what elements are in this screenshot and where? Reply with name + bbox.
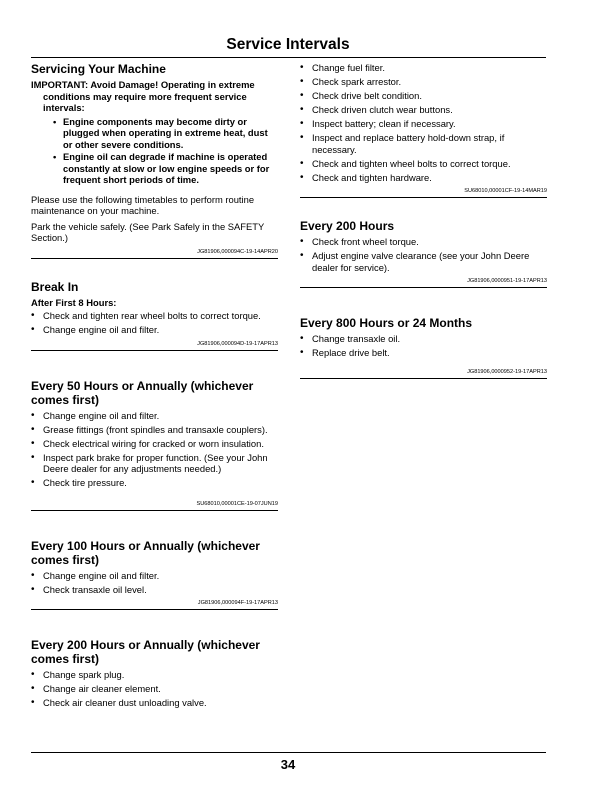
every-100-hours-list <box>31 570 278 596</box>
list-item: • Check transaxle oil level. <box>31 584 278 596</box>
reference-id: JG81906,000094C-19-14APR20 <box>31 249 278 259</box>
section-title-every-200-hours: Every 200 Hours <box>300 219 395 233</box>
reference-id: JG81906,0000952-19-17APR13 <box>300 369 547 379</box>
important-list <box>31 116 278 186</box>
list-item: • Check spark arrestor. <box>300 76 547 88</box>
section-every-50-hours <box>31 379 278 511</box>
section-break-in <box>31 280 278 351</box>
section-continued <box>300 62 547 198</box>
reference-id: SU68010,00001CF-19-14MAR19 <box>300 188 547 198</box>
list-item: • Change engine oil and filter. <box>31 570 278 582</box>
page-title: Service Intervals <box>226 36 350 53</box>
list-item: • Check drive belt condition. <box>300 90 547 102</box>
reference-id: JG81906,000094D-19-17APR13 <box>31 341 278 351</box>
list-item: • Check and tighten rear wheel bolts to correct torque. <box>31 310 278 322</box>
important-item: • Engine oil can degrade if machine is operated constantly at slow or low engine speeds or for frequent short periods of time. <box>53 151 278 186</box>
reference-id: JG81906,0000951-19-17APR13 <box>300 278 547 288</box>
every-800-hours-list <box>300 333 547 359</box>
important-item: • Engine components may become dirty or plugged when operating in extreme heat, dust or other severe conditions. <box>53 116 278 151</box>
list-item: • Grease fittings (front spindles and transaxle couplers). <box>31 424 278 436</box>
list-item: • Change fuel filter. <box>300 62 547 74</box>
section-title-every-800-hours: Every 800 Hours or 24 Months <box>300 316 473 330</box>
every-200-hours-annually-list <box>31 669 278 709</box>
section-every-100-hours <box>31 539 278 611</box>
list-item: • Check tire pressure. <box>31 477 278 489</box>
paragraph-park-safely: Park the vehicle safely. (See Park Safely in the SAFETY Section.) <box>31 220 265 243</box>
list-item: • Change transaxle oil. <box>300 333 547 345</box>
section-title-servicing: Servicing Your Machine <box>31 62 166 76</box>
list-item: • Replace drive belt. <box>300 347 547 359</box>
section-title-break-in: Break In <box>31 279 79 294</box>
list-item: • Change engine oil and filter. <box>31 324 278 336</box>
section-title-every-200-hours-annually: Every 200 Hours or Annually (whichever comes first) <box>31 638 260 666</box>
list-item: • Inspect park brake for proper function. (See your John Deere dealer for any adjustments needed.) <box>31 452 278 475</box>
list-item: • Inspect and replace battery hold-down strap, if necessary. <box>300 132 547 155</box>
break-in-subtitle: After First 8 Hours: <box>31 296 117 308</box>
every-50-hours-list <box>31 410 278 489</box>
continued-list <box>300 62 547 183</box>
paragraph-timetables: Please use the following timetables to perform routine maintenance on your machine. <box>31 193 255 216</box>
list-item: • Change spark plug. <box>31 669 278 681</box>
list-item: • Change air cleaner element. <box>31 683 278 695</box>
section-title-every-50-hours: Every 50 Hours or Annually (whichever comes first) <box>31 378 254 407</box>
reference-id: SU68010,00001CE-19-07JUN19 <box>31 501 278 511</box>
footer-rule <box>31 752 546 753</box>
break-in-list <box>31 310 278 336</box>
list-item: • Check front wheel torque. <box>300 236 547 248</box>
list-item: • Inspect battery; clean if necessary. <box>300 118 547 130</box>
header-rule <box>31 57 546 58</box>
important-notice: IMPORTANT: Avoid Damage! Operating in extreme conditions may require more frequent service intervals: <box>31 79 255 113</box>
section-servicing <box>31 62 278 259</box>
page-number: 34 <box>280 757 296 772</box>
list-item: • Check air cleaner dust unloading valve. <box>31 697 278 709</box>
list-item: • Check driven clutch wear buttons. <box>300 104 547 116</box>
every-200-hours-list <box>300 236 547 273</box>
list-item: • Check and tighten wheel bolts to correct torque. <box>300 158 547 170</box>
left-column <box>31 62 278 711</box>
list-item: • Adjust engine valve clearance (see your John Deere dealer for service). <box>300 250 547 273</box>
list-item: • Check and tighten hardware. <box>300 172 547 184</box>
list-item: • Check electrical wiring for cracked or worn insulation. <box>31 438 278 450</box>
right-column <box>300 62 547 379</box>
section-every-200-hours <box>300 219 547 288</box>
reference-id: JG81906,000094F-19-17APR13 <box>31 600 278 610</box>
section-every-200-hours-annually <box>31 638 278 709</box>
section-every-800-hours <box>300 316 547 379</box>
list-item: • Change engine oil and filter. <box>31 410 278 422</box>
section-title-every-100-hours: Every 100 Hours or Annually (whichever comes first) <box>31 538 260 567</box>
